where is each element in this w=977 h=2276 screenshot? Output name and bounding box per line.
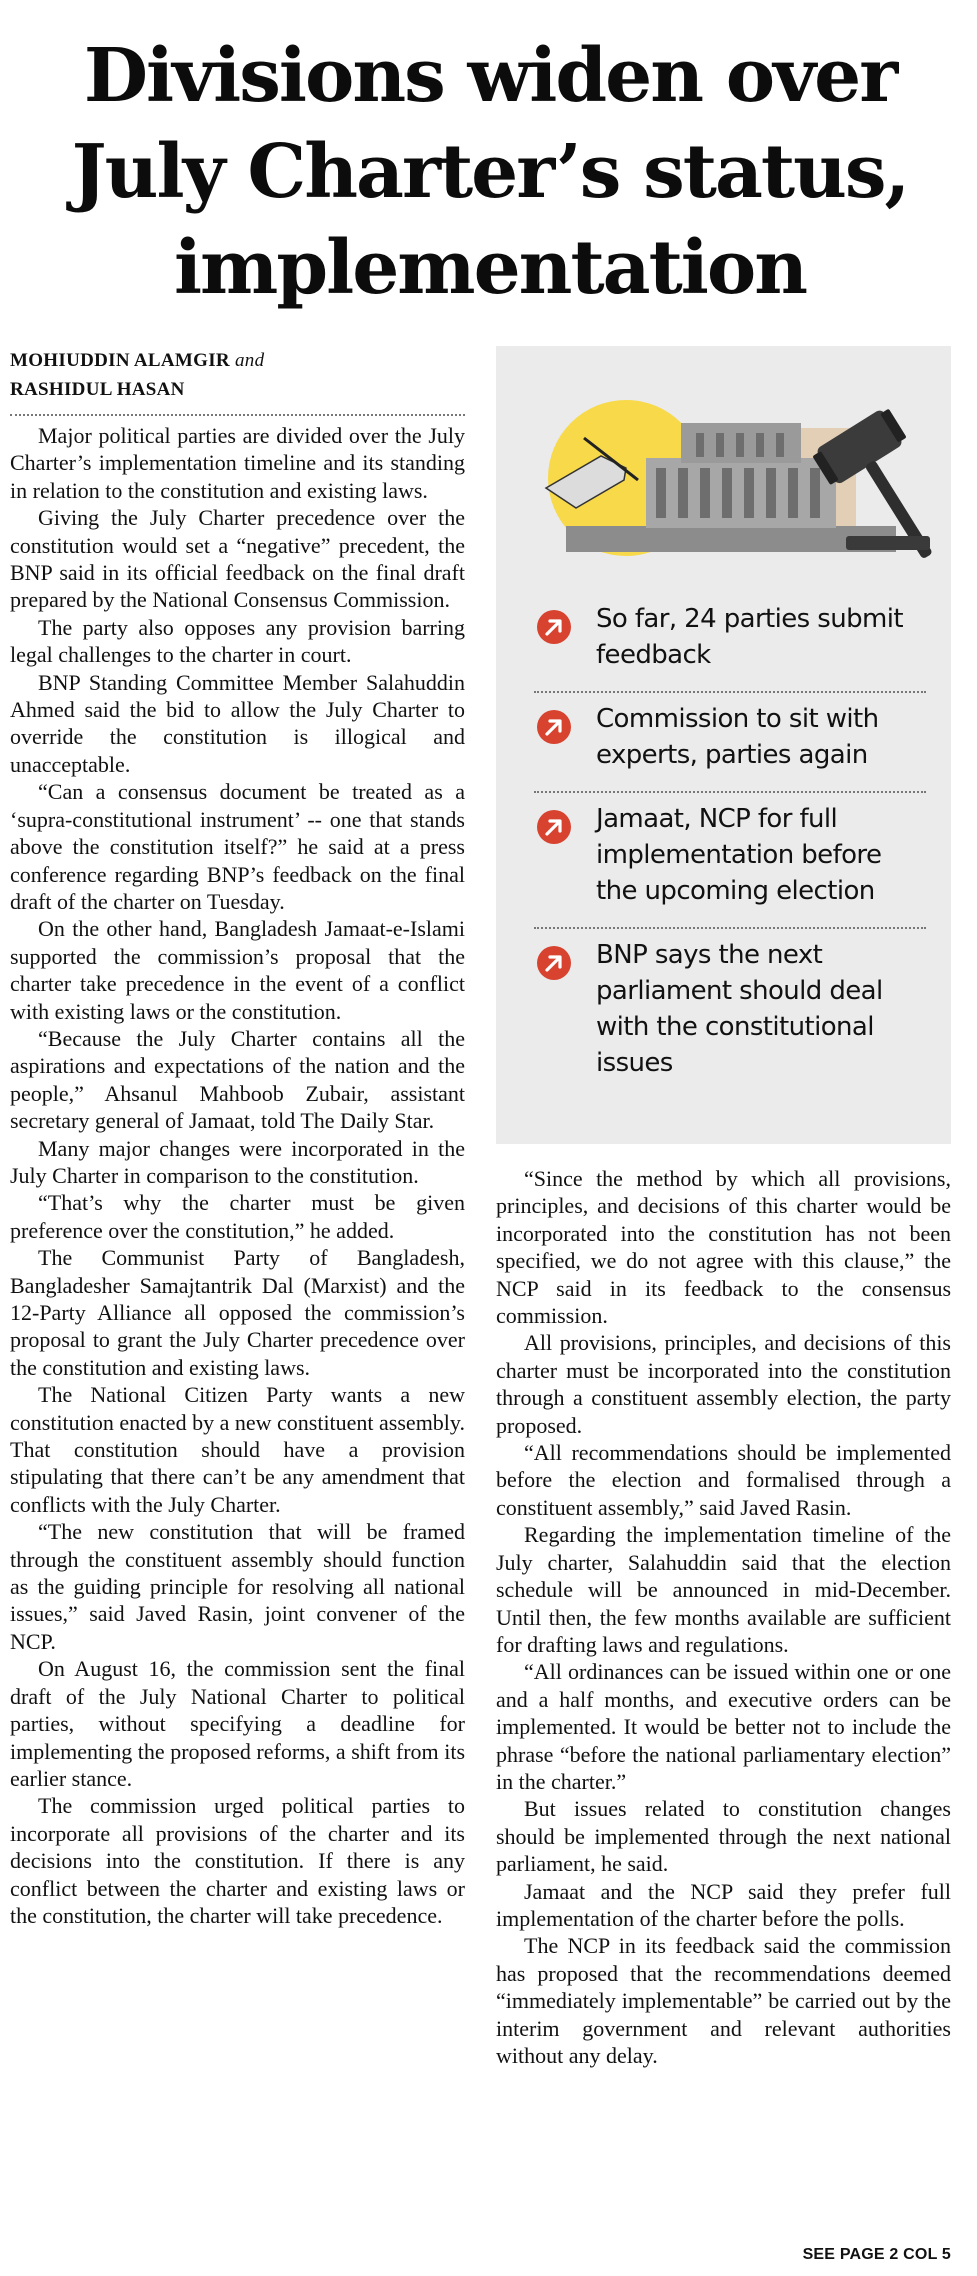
article-paragraph: The commission urged political parties to incorporate all provisions of the charter and its decisions into the constitution. If there is any conflict between the charter and existing laws or the constitution, the charter will take precedence. xyxy=(10,1793,465,1928)
article-paragraph: Many major changes were incorporated in the July Charter in comparison to the constitution. xyxy=(10,1135,465,1188)
continuation-jump: SEE PAGE 2 COL 5 xyxy=(802,2246,951,2263)
highlight-text: Jamaat, NCP for full implementation before the upcoming election xyxy=(596,804,882,906)
article-paragraph: The party also opposes any provision barring legal challenges to the charter in court. xyxy=(10,614,465,668)
article-paragraph: The National Citizen Party wants a new constitution enacted by a new constituent assembly. That constitution should have a provision stipulating that there can’t be any amendment that conflicts with the July Charter. xyxy=(10,1382,465,1517)
highlight-text: BNP says the next parliament should deal with the constitutional issues xyxy=(596,940,883,1078)
article-paragraph: The NCP in its feedback said the commission has proposed that the recommendations deemed “immediately implementable” be carried out by the interim government and relevant authorities without any delay. xyxy=(496,1933,951,2068)
article-paragraph: Regarding the implementation timeline of the July charter, Salahuddin said that the election schedule will be announced in mid-December. Until then, the few months available are sufficient for drafting laws and regulations. xyxy=(496,1522,951,1657)
gavel-parliament-illustration xyxy=(506,368,941,558)
article-column-left xyxy=(10,422,465,1929)
article-paragraph: On the other hand, Bangladesh Jamaat-e-Islami supported the commission’s proposal that the charter take precedence in the event of a conflict with existing laws or the constitution. xyxy=(10,916,465,1024)
article-paragraph: “The new constitution that will be framed through the constituent assembly should function as the guiding principle for resolving all national issues,” said Javed Rasin, joint convener of the NCP. xyxy=(10,1519,465,1654)
byline-divider xyxy=(10,414,465,416)
arrow-circle-icon xyxy=(536,709,572,745)
author-name: RASHIDUL HASAN xyxy=(10,379,185,400)
author-name: MOHIUDDIN ALAMGIR xyxy=(10,350,230,371)
article-paragraph: BNP Standing Committee Member Salahuddin Ahmed said the bid to allow the July Charter to override the constitution is illogical and unacceptable. xyxy=(10,669,465,777)
article-paragraph: All provisions, principles, and decisions of this charter must be incorporated into the constitution through a constituent assembly election, the party proposed. xyxy=(496,1330,951,1438)
article-paragraph: Jamaat and the NCP said they prefer full implementation of the charter before the polls. xyxy=(496,1878,951,1931)
highlights-box xyxy=(496,346,951,1144)
highlight-divider xyxy=(534,691,926,693)
article-paragraph: “All ordinances can be issued within one or one and a half months, and executive orders can be implemented. It would be better not to include the phrase “before the national parliamentary election” in the charter.” xyxy=(496,1659,951,1794)
arrow-circle-icon xyxy=(536,809,572,845)
article-paragraph: On August 16, the commission sent the final draft of the July National Charter to political parties, without specifying a deadline for implementing the proposed reforms, a shift from its earlier stance. xyxy=(10,1656,465,1791)
arrow-circle-icon xyxy=(536,609,572,645)
highlight-text: Commission to sit with experts, parties again xyxy=(596,704,879,770)
headline: Divisions widen over July Charter’s status, implementation xyxy=(71,33,909,311)
article-paragraph: “That’s why the charter must be given preference over the constitution,” he added. xyxy=(10,1190,465,1243)
byline xyxy=(10,346,465,404)
article-paragraph: Giving the July Charter precedence over the constitution would set a “negative” precedent, the BNP said in its official feedback on the final draft prepared by the National Consensus Commission. xyxy=(10,505,465,613)
article-paragraph: “All recommendations should be implemented before the election and formalised through a constituent assembly,” said Javed Rasin. xyxy=(496,1440,951,1520)
parliament-building xyxy=(646,458,836,528)
article-paragraph: The Communist Party of Bangladesh, Bangladesher Samajtantrik Dal (Marxist) and the 12-Party Alliance all opposed the commission’s proposal to grant the July Charter precedence over the constitution and existing laws. xyxy=(10,1245,465,1380)
byline-conjunction: and xyxy=(234,350,265,371)
sound-block xyxy=(846,536,930,550)
article-paragraph: “Because the July Charter contains all the aspirations and expectations of the nation and the people,” Ahsanul Mahboob Zubair, assistant secretary general of Jamaat, told The Daily Star. xyxy=(10,1025,465,1134)
highlight-text: So far, 24 parties submit feedback xyxy=(596,604,903,670)
arrow-circle-icon xyxy=(536,945,572,981)
highlight-divider xyxy=(534,927,926,929)
article-paragraph: But issues related to constitution changes should be implemented through the next national parliament, he said. xyxy=(496,1796,951,1877)
article-column-right xyxy=(496,1165,951,2069)
article-paragraph: “Since the method by which all provisions, principles, and decisions of this charter would be incorporated into the constitution has not been specified, we do not agree with this clause,” the NCP said in its feedback to the consensus commission. xyxy=(496,1166,951,1329)
article-paragraph: Major political parties are divided over the July Charter’s implementation timeline and its standing in relation to the constitution and existing laws. xyxy=(10,423,465,503)
article-paragraph: “Can a consensus document be treated as a ‘supra-constitutional instrument’ -- one that stands above the constitution itself?” he said at a press conference regarding BNP’s feedback on the final draft of the charter on Tuesday. xyxy=(10,779,465,914)
highlight-divider xyxy=(534,791,926,793)
